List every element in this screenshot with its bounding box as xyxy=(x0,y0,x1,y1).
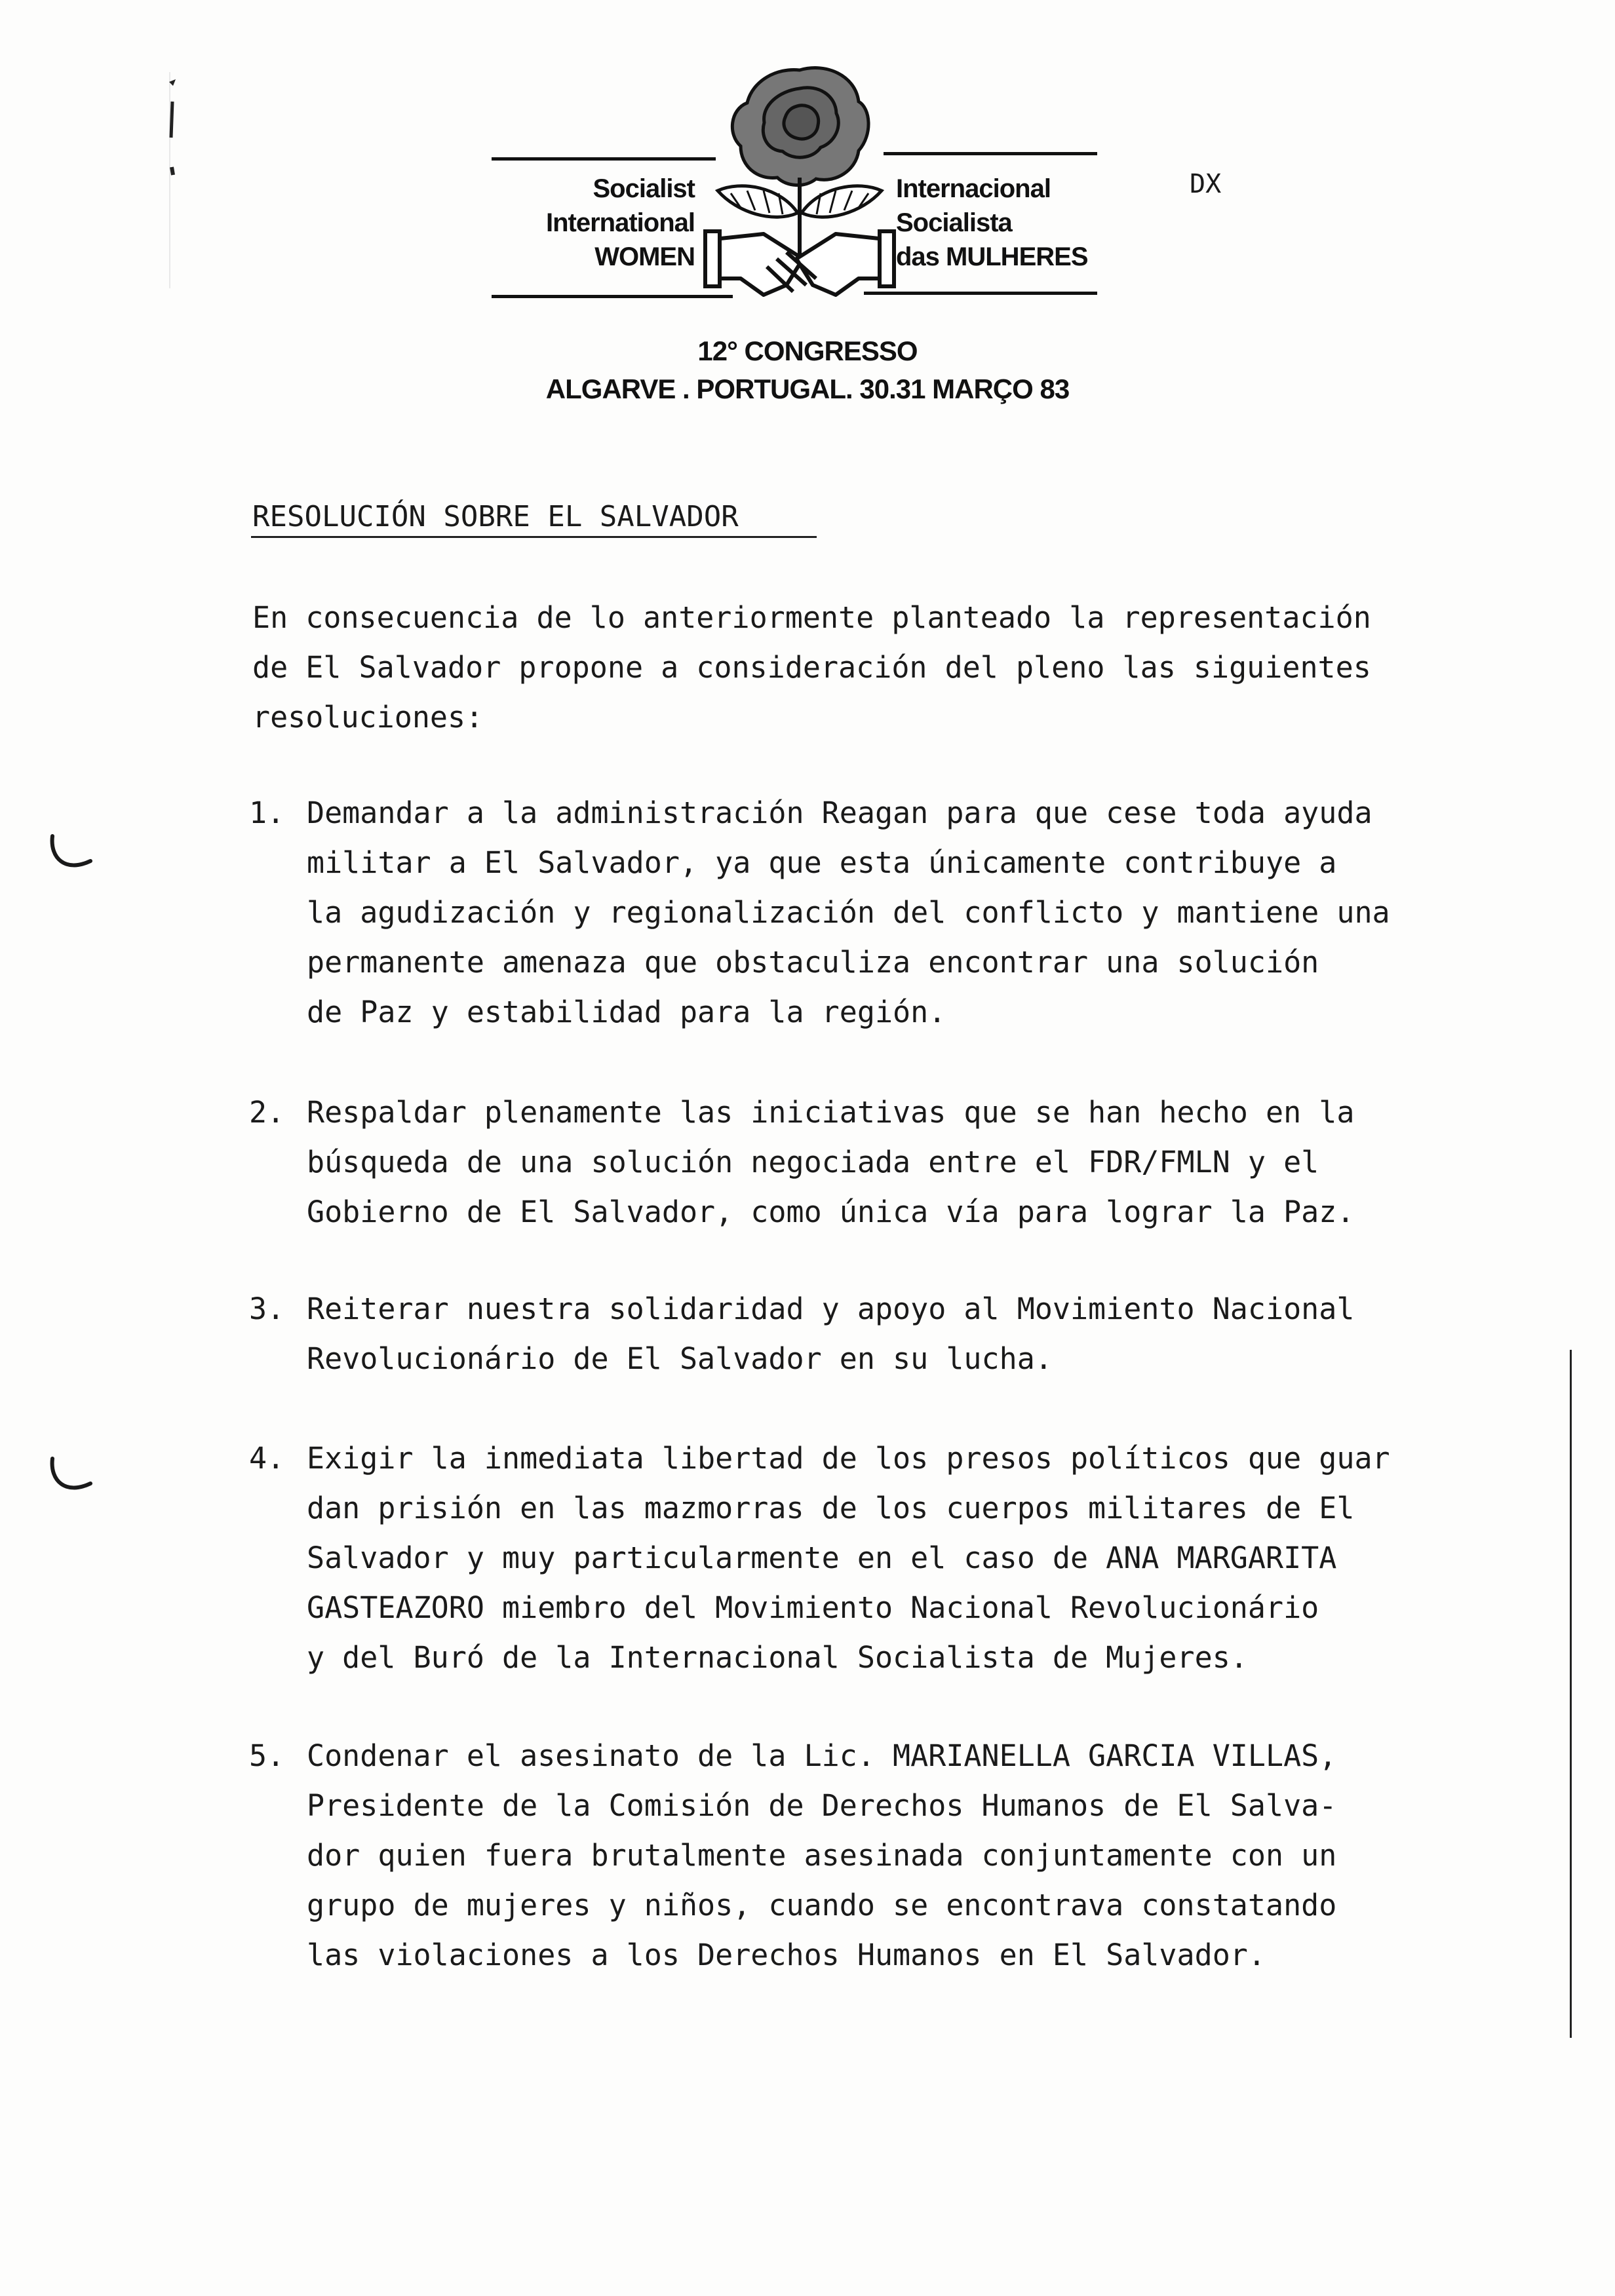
congress-title: 12° CONGRESSO xyxy=(697,335,918,366)
intro-line: de El Salvador propone a consideración del pleno las siguientes xyxy=(252,650,1371,685)
item-line: Gobierno de El Salvador, como única vía para lograr la Paz. xyxy=(307,1195,1355,1229)
letterhead-top-rule-left xyxy=(492,157,716,161)
org-name-portuguese-line-1: Internacional xyxy=(896,174,1051,203)
item-line: las violaciones a los Derechos Humanos en El Salvador. xyxy=(307,1938,1266,1972)
intro-paragraph xyxy=(252,593,1524,742)
item-number: 2. xyxy=(249,1095,285,1130)
item-line: Condenar el asesinato de la Lic. MARIANELLA GARCIA VILLAS, xyxy=(307,1738,1337,1773)
scan-edge-line xyxy=(1570,1350,1572,2038)
org-name-english-line-1: Socialist xyxy=(593,174,695,203)
item-text xyxy=(307,1731,1336,1980)
org-name-english-line-3: WOMEN xyxy=(594,242,695,271)
item-line: grupo de mujeres y niños, cuando se encontrava constatando xyxy=(307,1888,1337,1923)
item-text xyxy=(307,1434,1390,1683)
item-line: Demandar a la administración Reagan para que cese toda ayuda xyxy=(307,795,1372,830)
item-line: Exigir la inmediata libertad de los presos políticos que guar xyxy=(307,1441,1390,1476)
item-number: 3. xyxy=(249,1292,285,1326)
item-line: dor quien fuera brutalmente asesinada conjuntamente con un xyxy=(307,1838,1337,1873)
resolution-title: RESOLUCIÓN SOBRE EL SALVADOR xyxy=(252,500,739,533)
item-text xyxy=(307,1284,1354,1384)
resolution-title-underline xyxy=(251,536,817,538)
org-name-english-line-2: International xyxy=(545,208,695,237)
item-line: de Paz y estabilidad para la región. xyxy=(307,995,946,1029)
org-name-portuguese xyxy=(896,172,1132,274)
punch-hole-mark-upper xyxy=(46,832,98,878)
item-line: Respaldar plenamente las iniciativas que se han hecho en la xyxy=(307,1095,1355,1130)
item-line: Salvador y muy particularmente en el caso de ANA MARGARITA xyxy=(307,1540,1337,1575)
org-name-portuguese-line-3: das MULHERES xyxy=(896,242,1088,271)
item-number: 1. xyxy=(249,795,285,830)
item-text xyxy=(307,1088,1354,1237)
letterhead-top-rule-right xyxy=(884,152,1097,155)
item-line: militar a El Salvador, ya que esta únicamente contribuye a xyxy=(307,845,1337,880)
item-line: la agudización y regionalización del conflicto y mantiene una xyxy=(307,895,1390,930)
intro-line: resoluciones: xyxy=(252,700,484,735)
item-line: GASTEAZORO miembro del Movimiento Nacional Revolucionário xyxy=(307,1590,1319,1625)
item-line: dan prisión en las mazmorras de los cuerpos militares de El xyxy=(307,1491,1355,1525)
item-line: Revolucionário de El Salvador en su lucha. xyxy=(307,1341,1053,1376)
letterhead-bottom-rule-left xyxy=(492,295,733,298)
item-line: Reiterar nuestra solidaridad y apoyo al Movimiento Nacional xyxy=(307,1292,1355,1326)
top-left-scan-mark xyxy=(157,75,184,187)
item-number: 4. xyxy=(249,1441,285,1476)
congress-location-date: ALGARVE . PORTUGAL. 30.31 MARÇO 83 xyxy=(545,373,1070,404)
item-line: y del Buró de la Internacional Socialista de Mujeres. xyxy=(307,1640,1248,1675)
reference-code: DX xyxy=(1190,169,1222,199)
item-text xyxy=(307,788,1390,1037)
item-line: permanente amenaza que obstaculiza encontrar una solución xyxy=(307,945,1319,980)
item-line: Presidente de la Comisión de Derechos Humanos de El Salva- xyxy=(307,1788,1337,1823)
item-number: 5. xyxy=(249,1738,285,1773)
item-line: búsqueda de una solución negociada entre el FDR/FMLN y el xyxy=(307,1145,1319,1179)
letterhead-bottom-rule-right xyxy=(864,292,1097,295)
intro-line: En consecuencia de lo anteriormente planteado la representación xyxy=(252,600,1371,635)
org-name-portuguese-line-2: Socialista xyxy=(896,208,1012,237)
punch-hole-mark-lower xyxy=(46,1455,98,1501)
org-name-english xyxy=(498,172,695,274)
rose-handshake-logo-icon xyxy=(701,62,898,321)
